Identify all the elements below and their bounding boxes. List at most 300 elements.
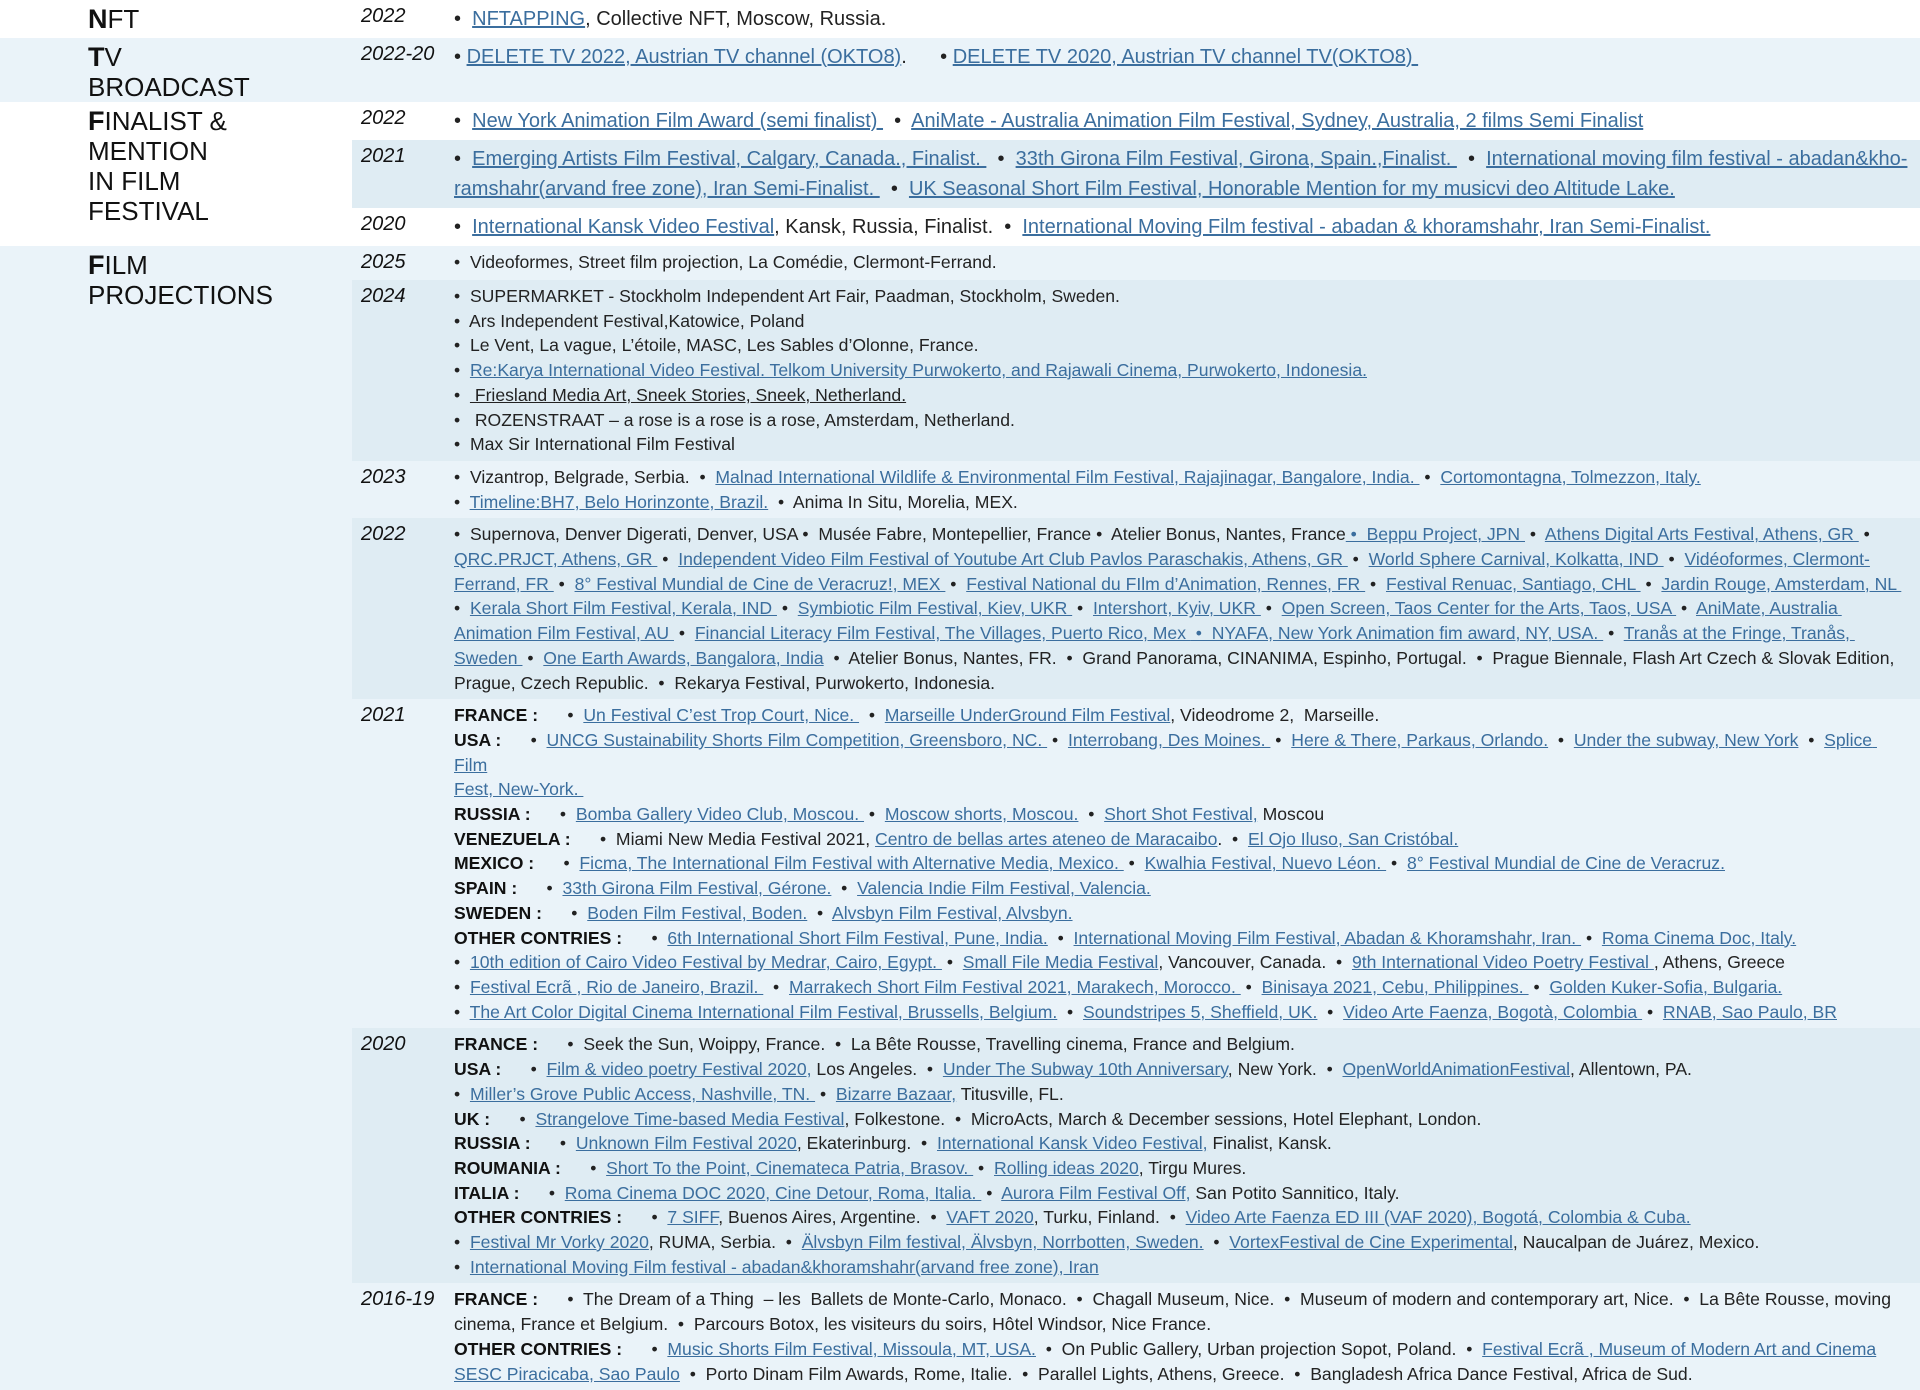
section-title-rest: FT bbox=[107, 4, 140, 34]
entry-text: • bbox=[831, 878, 858, 899]
entry-text: , Kansk, Russia, Finalist. bbox=[774, 216, 1005, 238]
entry-line bbox=[454, 1057, 1910, 1082]
section-rows bbox=[352, 38, 1920, 102]
bullet: • bbox=[454, 573, 1912, 619]
entry-list bbox=[454, 699, 1920, 1028]
section-title-initial: N bbox=[88, 4, 108, 34]
festival-link[interactable]: Binisaya 2021, Cebu, Philippines. bbox=[1261, 976, 1529, 997]
bullet: • bbox=[1456, 148, 1487, 170]
country-label: SPAIN : bbox=[454, 878, 518, 899]
entry-text: , Tirgu Mures. bbox=[1138, 1157, 1247, 1178]
festival-link[interactable]: Timeline:BH7, Belo Horinzonte, Brazil. bbox=[469, 491, 769, 512]
entry-text: • bbox=[1528, 976, 1550, 997]
festival-link[interactable]: International Moving Film Festival, Abadan & Khoramshahr, Iran. bbox=[1073, 927, 1582, 948]
entry-text: • bbox=[1581, 927, 1602, 948]
entry-text: • bbox=[1240, 976, 1262, 997]
festival-link[interactable]: Marseille UnderGround Film Festival bbox=[884, 705, 1171, 726]
year-label: 2016-19 bbox=[361, 1288, 435, 1311]
year-label: 2020 bbox=[361, 213, 406, 235]
entry-text: • bbox=[501, 1059, 547, 1080]
entry-text: • bbox=[1798, 729, 1825, 750]
festival-link[interactable]: Under The Subway 10th Anniversary bbox=[942, 1059, 1228, 1080]
entry-text: • bbox=[864, 804, 885, 825]
festival-link[interactable]: QRC.PRJCT, Athens, GR bbox=[454, 549, 658, 570]
festival-link[interactable]: Jardin Rouge, Amsterdam, NL bbox=[1661, 573, 1902, 594]
section-title-line: MENTION bbox=[88, 136, 208, 166]
entry-line bbox=[454, 106, 1910, 136]
entry-text: • bbox=[534, 853, 580, 874]
festival-link[interactable]: Roma Cinema DOC 2020, Cine Detour, Roma, Italia. bbox=[564, 1182, 982, 1203]
section-nft bbox=[0, 0, 1920, 38]
year-label: 2022-20 bbox=[361, 43, 435, 65]
festival-link[interactable]: Short Shot Festival, bbox=[1104, 804, 1258, 825]
entry-text: Videoformes, Street film projection, La Comédie, Clermont-Ferrand. bbox=[469, 252, 997, 272]
entry-line bbox=[454, 1205, 1910, 1230]
country-label: FRANCE : bbox=[454, 1034, 539, 1055]
entry-text: • bbox=[538, 705, 584, 726]
entry-text: Moscou bbox=[1257, 804, 1325, 825]
festival-link[interactable]: AniMate - Australia Animation Film Festival, Sydney, Australia, 2 films Semi Finalist bbox=[911, 110, 1644, 132]
section-title bbox=[0, 0, 264, 38]
entry-text: , Ekaterinburg. • bbox=[796, 1133, 937, 1154]
entry-text: , RUMA, Serbia. • bbox=[648, 1232, 802, 1253]
festival-link[interactable]: • NYAFA, New York Animation fim award, NY, USA. bbox=[1190, 623, 1604, 644]
festival-link[interactable]: RNAB, Sao Paulo, BR bbox=[1662, 1001, 1837, 1022]
festival-link[interactable]: International Kansk Video Festival, bbox=[936, 1133, 1208, 1154]
festival-link[interactable]: Film & video poetry Festival 2020, bbox=[546, 1059, 812, 1080]
entry-text: • bbox=[941, 952, 963, 973]
bullet: • bbox=[1663, 549, 1685, 570]
entry-line bbox=[454, 827, 1910, 852]
year-label: 2020 bbox=[361, 1033, 406, 1056]
festival-link[interactable]: One Earth Awards, Bangalora, India bbox=[543, 647, 824, 668]
festival-link[interactable]: Athens Digital Arts Festival, Athens, GR bbox=[1544, 524, 1859, 545]
entry-line bbox=[454, 284, 1910, 309]
festival-link[interactable]: Soundstripes 5, Sheffield, UK. bbox=[1083, 1001, 1318, 1022]
entry-list bbox=[454, 246, 1920, 280]
entry-text: • bbox=[560, 1157, 607, 1178]
entry-line bbox=[454, 802, 1910, 827]
entry-text: , Collective NFT, Moscow, Russia. bbox=[585, 8, 887, 30]
entry-text: , Videodrome 2, Marseille. bbox=[1170, 705, 1380, 726]
festival-link[interactable]: Video Arte Faenza ED III (VAF 2020), Bogotá, Colombia & Cuba. bbox=[1185, 1207, 1691, 1228]
entry-text: • bbox=[622, 927, 668, 948]
section-title-initial: T bbox=[88, 42, 105, 72]
festival-link[interactable]: Short To the Point, Cinemateca Patria, Brasov. bbox=[606, 1157, 974, 1178]
entry-text: . bbox=[901, 46, 941, 68]
entry-text: Ars Independent Festival,Katowice, Poland bbox=[468, 310, 805, 331]
festival-link[interactable]: Independent Video Film Festival of Youtube Art Club Pavlos Paraschakis, Athens, GR bbox=[678, 549, 1348, 570]
entry-text: • bbox=[454, 952, 470, 973]
bullet: • bbox=[454, 310, 469, 331]
festival-link[interactable]: Bomba Gallery Video Club, Moscou. bbox=[575, 804, 865, 825]
bullet: • bbox=[454, 524, 470, 545]
entry-line bbox=[454, 950, 1910, 975]
festival-link[interactable]: International Kansk Video Festival bbox=[472, 216, 775, 238]
bullet: • bbox=[699, 466, 716, 487]
entry-text: • bbox=[973, 1157, 994, 1178]
entry-text: , Buenos Aires, Argentine. • bbox=[718, 1207, 947, 1228]
festival-link[interactable]: DELETE TV 2022, Austrian TV channel (OKTO8) bbox=[466, 46, 902, 68]
year-label: 2023 bbox=[361, 465, 406, 488]
bullet: • bbox=[1640, 573, 1662, 594]
festival-link[interactable]: Centro de bellas artes ateneo de Maracaibo bbox=[875, 828, 1218, 849]
section-rows bbox=[352, 246, 1920, 1390]
entry-text: • bbox=[519, 1182, 565, 1203]
entry-line bbox=[454, 358, 1910, 383]
country-label: RUSSIA : bbox=[454, 804, 531, 825]
festival-link[interactable]: Marrakech Short Film Festival 2021, Marakech, Morocco. bbox=[789, 976, 1241, 997]
festival-link[interactable]: Music Shorts Film Festival, Missoula, MT, USA. bbox=[667, 1338, 1036, 1359]
year-row bbox=[352, 518, 1920, 699]
country-label: OTHER CONTRIES : bbox=[454, 927, 623, 948]
section-title-rest: ILM PROJECTIONS bbox=[88, 250, 273, 310]
entry-line bbox=[454, 174, 1910, 204]
entry-text: Los Angeles. • bbox=[811, 1059, 943, 1080]
festival-link[interactable]: World Sphere Carnival, Kolkatta, IND bbox=[1368, 549, 1664, 570]
bullet: • bbox=[454, 434, 470, 455]
entry-line bbox=[454, 212, 1910, 242]
entry-text: • bbox=[1386, 853, 1407, 874]
festival-link[interactable]: Interrobang, Des Moines. bbox=[1067, 729, 1271, 750]
entry-text: • bbox=[622, 1207, 668, 1228]
entry-text: • bbox=[763, 976, 789, 997]
year-label: 2021 bbox=[361, 145, 406, 167]
festival-link[interactable]: NFTAPPING bbox=[472, 8, 586, 30]
bullet: • bbox=[1260, 598, 1282, 619]
year-row bbox=[352, 699, 1920, 1028]
entry-text: • bbox=[541, 902, 588, 923]
festival-link[interactable]: Älvsbyn Film festival, Älvsbyn, Norrbotten, Sweden. bbox=[801, 1232, 1204, 1253]
entry-line bbox=[454, 1287, 1910, 1336]
year-row bbox=[352, 1283, 1920, 1390]
festival-link[interactable]: Emerging Artists Film Festival, Calgary, Canada., Finalist. bbox=[472, 148, 987, 170]
entry-text: • bbox=[622, 1338, 668, 1359]
bullet: • bbox=[776, 598, 798, 619]
entry-text: • bbox=[454, 1001, 470, 1022]
festival-link[interactable]: Cortomontagna, Tolmezzon, Italy. bbox=[1440, 466, 1701, 487]
bullet: • bbox=[883, 110, 912, 132]
bullet: • bbox=[673, 623, 695, 644]
entry-text: • bbox=[1642, 1001, 1663, 1022]
bullet: • bbox=[454, 46, 467, 68]
bullet: • bbox=[1525, 524, 1545, 545]
entry-line bbox=[454, 1131, 1910, 1156]
entry-line bbox=[454, 851, 1910, 876]
entry-line bbox=[454, 1337, 1910, 1362]
entry-text: , Athens, Greece bbox=[1653, 952, 1785, 973]
bullet: • bbox=[454, 335, 470, 356]
entry-text: , Naucalpan de Juárez, Mexico. bbox=[1512, 1232, 1760, 1253]
festival-link[interactable]: Under the subway, New York bbox=[1573, 729, 1799, 750]
entry-list bbox=[454, 518, 1920, 699]
section-title-initial: F bbox=[88, 250, 105, 280]
festival-link[interactable]: Aurora Film Festival Off, bbox=[1001, 1182, 1191, 1203]
year-label: 2022 bbox=[361, 523, 406, 546]
festival-link[interactable]: New York Animation Film Award (semi finalist) bbox=[472, 110, 884, 132]
entry-text: • Seek the Sun, Woippy, France. • La Bête Rousse, Travelling cinema, France and Belgium. bbox=[538, 1034, 1295, 1055]
country-label: VENEZUELA : bbox=[454, 828, 571, 849]
section-rows bbox=[352, 102, 1920, 246]
year-row bbox=[352, 140, 1920, 208]
year-label: 2022 bbox=[361, 5, 406, 27]
bullet: • bbox=[1004, 216, 1023, 238]
bullet: • bbox=[1603, 623, 1624, 644]
festival-link[interactable]: 9th International Video Poetry Festival bbox=[1351, 952, 1654, 973]
entry-text: • bbox=[490, 1108, 536, 1129]
entry-line bbox=[454, 926, 1910, 951]
year-row bbox=[352, 1028, 1920, 1283]
entry-line bbox=[454, 1362, 1910, 1387]
entry-text: • bbox=[815, 1083, 836, 1104]
entry-list bbox=[454, 102, 1920, 140]
country-label: MEXICO : bbox=[454, 853, 535, 874]
festival-link[interactable]: Vidéoformes, Clermont-Ferrand, FR bbox=[454, 549, 1870, 594]
entry-line bbox=[454, 333, 1910, 358]
country-label: FRANCE : bbox=[454, 1289, 539, 1310]
festival-link[interactable]: VortexFestival de Cine Experimental bbox=[1229, 1232, 1513, 1253]
year-row bbox=[352, 38, 1920, 76]
entry-list bbox=[454, 38, 1920, 76]
festival-link[interactable]: Intershort, Kyiv, UKR bbox=[1093, 598, 1261, 619]
year-row bbox=[352, 461, 1920, 518]
entry-text: • bbox=[530, 804, 576, 825]
festival-link[interactable]: Valencia Indie Film Festival, Valencia. bbox=[857, 878, 1151, 899]
entry-line bbox=[454, 383, 1910, 408]
section-title-line: IN FILM FESTIVAL bbox=[88, 166, 209, 226]
festival-link[interactable]: Rolling ideas 2020 bbox=[994, 1157, 1139, 1178]
festival-link[interactable]: Open Screen, Taos Center for the Arts, Taos, USA bbox=[1281, 598, 1677, 619]
festival-link[interactable]: Video Arte Faenza, Bogotà, Colombia bbox=[1343, 1001, 1643, 1022]
bullet: • bbox=[1072, 598, 1093, 619]
entry-line bbox=[454, 1255, 1910, 1280]
bullet: • bbox=[454, 491, 470, 512]
entry-line bbox=[454, 1156, 1910, 1181]
festival-link[interactable]: Ficma, The International Film Festival with Alternative Media, Mexico. bbox=[579, 853, 1124, 874]
entry-text: , Vancouver, Canada. • bbox=[1158, 952, 1352, 973]
festival-link[interactable]: Un Festival C’est Trop Court, Nice. bbox=[583, 705, 860, 726]
entry-text: • bbox=[1123, 853, 1145, 874]
entry-text: • bbox=[1203, 1232, 1230, 1253]
year-row bbox=[352, 0, 1920, 38]
entry-text: San Potito Sannitico, Italy. bbox=[1190, 1182, 1400, 1203]
entry-line bbox=[454, 1032, 1910, 1057]
entry-text: Finalist, Kansk. bbox=[1207, 1133, 1332, 1154]
entry-text: Max Sir International Film Festival bbox=[469, 434, 735, 455]
entry-text: , Allentown, PA. bbox=[1570, 1059, 1692, 1080]
entry-line bbox=[454, 1000, 1910, 1025]
festival-link[interactable]: Festival National du FIlm d’Animation, Rennes, FR bbox=[966, 573, 1366, 594]
entry-text: • bbox=[454, 1232, 470, 1253]
country-label: ROUMANIA : bbox=[454, 1157, 561, 1178]
entry-line bbox=[454, 522, 1910, 695]
festival-link[interactable]: Strangelove Time-based Media Festival bbox=[535, 1108, 845, 1129]
entry-line bbox=[454, 975, 1910, 1000]
festival-link[interactable]: 33th Girona Film Festival, Gérone. bbox=[562, 878, 832, 899]
bullet: • bbox=[1858, 524, 1880, 545]
bullet: • bbox=[454, 409, 470, 430]
bullet: • bbox=[454, 252, 470, 272]
entry-text: • bbox=[981, 1182, 1002, 1203]
entry-list bbox=[454, 1028, 1920, 1283]
entry-list bbox=[454, 280, 1920, 461]
section-rows bbox=[352, 0, 1920, 38]
festival-link[interactable]: Fest, New-York. bbox=[454, 779, 584, 800]
festival-link[interactable]: Splice Film bbox=[454, 729, 1877, 775]
festival-link[interactable]: Moscow shorts, Moscou. bbox=[884, 804, 1079, 825]
festival-link[interactable]: Boden Film Festival, Boden. bbox=[587, 902, 808, 923]
country-label: OTHER CONTRIES : bbox=[454, 1207, 623, 1228]
bullet: • bbox=[986, 148, 1016, 170]
entry-text: • bbox=[454, 1083, 470, 1104]
entry-list bbox=[454, 0, 1920, 38]
festival-link[interactable]: Kwalhia Festival, Nuevo Léon. bbox=[1144, 853, 1387, 874]
festival-link[interactable]: DELETE TV 2020, Austrian TV channel TV(OKTO8) bbox=[952, 46, 1419, 68]
entry-text: • bbox=[530, 1133, 576, 1154]
section-title-line: & bbox=[209, 106, 227, 136]
bullet: • bbox=[1419, 466, 1441, 487]
festival-link[interactable]: Re:Karya International Video Festival. Telkom University Purwokerto, and Rajawali Cinema, Purwokerto, Indonesia. bbox=[469, 360, 1367, 381]
entry-text: • Atelier Bonus, Nantes, FR. • Grand Panorama, CINANIMA, Espinho, Portugal. • Prague Biennale, Flash Art Czech & Slovak Edition, Prague, Czech Republic. • Rekarya Festival, Purwokerto, Indonesia. bbox=[454, 647, 1900, 693]
festival-link[interactable]: • Beppu Project, JPN bbox=[1345, 524, 1525, 545]
entry-text: • bbox=[1047, 927, 1074, 948]
festival-link[interactable]: Miller’s Grove Public Access, Nashville, TN. bbox=[469, 1083, 816, 1104]
festival-link[interactable]: Small File Media Festival bbox=[962, 952, 1159, 973]
festival-link[interactable]: Kerala Short Film Festival, Kerala, IND bbox=[469, 598, 777, 619]
festival-link[interactable]: OpenWorldAnimationFestival bbox=[1342, 1059, 1571, 1080]
bullet: • bbox=[1676, 598, 1696, 619]
entry-text: . • bbox=[1217, 828, 1248, 849]
festival-link[interactable]: AniMate, Australia Animation Film Festival, AU bbox=[454, 598, 1842, 644]
festival-link[interactable]: 8° Festival Mundial de Cine de Veracruz!, MEX bbox=[574, 573, 946, 594]
bullet: • bbox=[454, 384, 470, 405]
entry-text: • bbox=[1270, 729, 1292, 750]
festival-link[interactable]: SESC Piracicaba, Sao Paulo bbox=[454, 1363, 680, 1384]
festival-link[interactable]: 7 SIFF bbox=[667, 1207, 719, 1228]
entry-list bbox=[454, 1283, 1920, 1390]
year-row bbox=[352, 280, 1920, 461]
entry-text: SUPERMARKET - Stockholm Independent Art Fair, Paadman, Stockholm, Sweden. bbox=[469, 286, 1120, 306]
entry-line bbox=[454, 4, 1910, 34]
entry-text: • bbox=[807, 902, 833, 923]
festival-link[interactable]: Festival Mr Vorky 2020 bbox=[469, 1232, 649, 1253]
section-title-rest: V BROADCAST bbox=[88, 42, 250, 102]
bullet: • bbox=[454, 148, 473, 170]
bullet: • bbox=[1365, 573, 1386, 594]
entry-text: • bbox=[1057, 1001, 1083, 1022]
country-label: USA : bbox=[454, 1059, 502, 1080]
entry-text: • Porto Dinam Film Awards, Rome, Italie. • Parallel Lights, Athens, Greece. • Bangladesh Africa Dance Festival, Africa de Sud. bbox=[679, 1363, 1693, 1384]
entry-text: Supernova, Denver Digerati, Denver, USA • Musée Fabre, Montepellier, France • Atelier Bonus, Nantes, France bbox=[469, 524, 1346, 545]
festival-link[interactable]: 8° Festival Mundial de Cine de Veracruz. bbox=[1406, 853, 1725, 874]
entry-line bbox=[454, 728, 1910, 777]
festival-link[interactable]: Financial Literacy Film Festival, The Villages, Puerto Rico, Mex bbox=[694, 623, 1191, 644]
entry-list bbox=[454, 461, 1920, 518]
entry-text: • bbox=[517, 878, 563, 899]
section-title bbox=[0, 38, 264, 102]
section-film-projections bbox=[0, 246, 1920, 1390]
section-title bbox=[0, 102, 264, 246]
entry-line bbox=[454, 901, 1910, 926]
entry-line bbox=[454, 777, 1910, 802]
entry-text: Vizantrop, Belgrade, Serbia. bbox=[469, 466, 700, 487]
entry-text: • bbox=[454, 976, 470, 997]
festival-link[interactable]: Bizarre Bazaar, bbox=[835, 1083, 957, 1104]
country-label: USA : bbox=[454, 729, 502, 750]
bullet: • bbox=[454, 360, 470, 381]
entry-text: • Anima In Situ, Morelia, MEX. bbox=[768, 491, 1018, 512]
section-finalist bbox=[0, 102, 1920, 246]
bullet: • bbox=[1347, 549, 1369, 570]
country-label: RUSSIA : bbox=[454, 1133, 531, 1154]
festival-link[interactable]: Symbiotic Film Festival, Kiev, UKR bbox=[797, 598, 1073, 619]
country-label: SWEDEN : bbox=[454, 902, 542, 923]
festival-link[interactable]: International moving film festival - abadan&kho- bbox=[1486, 148, 1908, 170]
entry-line bbox=[454, 42, 1910, 72]
year-label: 2021 bbox=[361, 704, 406, 727]
section-title bbox=[0, 246, 273, 1390]
section-title-rest: INALIST bbox=[104, 106, 203, 136]
festival-link[interactable]: International Moving Film festival - abadan&khoramshahr(arvand free zone), Iran bbox=[469, 1256, 1099, 1277]
entry-line bbox=[454, 144, 1910, 174]
festival-link[interactable]: Malnad International Wildlife & Environmental Film Festival, Rajajinagar, Bangalore, India. bbox=[715, 466, 1420, 487]
entry-line bbox=[454, 703, 1910, 728]
festival-link[interactable]: VAFT 2020 bbox=[946, 1207, 1034, 1228]
entry-text: • The Dream of a Thing – les Ballets de Monte-Carlo, Monaco. • Chagall Museum, Nice. • Museum of modern and contemporary art, Nice. • La Bête Rousse, moving cinema, France et Belgium. • Parcours Botox, les visiteurs du soirs, Hôtel Windsor, Nice France. bbox=[454, 1289, 1896, 1335]
bullet: • bbox=[553, 573, 575, 594]
festival-link[interactable]: Unknown Film Festival 2020 bbox=[575, 1133, 797, 1154]
underlined-text: Friesland Media Art, Sneek Stories, Sneek, Netherland. bbox=[469, 384, 907, 405]
festival-link[interactable]: UNCG Sustainability Shorts Film Competition, Greensboro, NC. bbox=[546, 729, 1048, 750]
entry-text: • bbox=[1047, 729, 1068, 750]
bullet: • bbox=[454, 286, 470, 306]
festival-link[interactable]: ramshahr(arvand free zone), Iran Semi-Finalist. bbox=[454, 178, 880, 200]
festival-link[interactable]: 6th International Short Film Festival, Pune, India. bbox=[667, 927, 1048, 948]
entry-text: • bbox=[454, 1256, 470, 1277]
entry-line bbox=[454, 309, 1910, 334]
festival-link[interactable]: Alvsbyn Film Festival, Alvsbyn. bbox=[832, 902, 1073, 923]
festival-link[interactable]: UK Seasonal Short Film Festival, Honorable Mention for my musicvi deo Altitude Lake. bbox=[908, 178, 1675, 200]
festival-link[interactable]: El Ojo Iluso, San Cristóbal. bbox=[1247, 828, 1459, 849]
entry-line bbox=[454, 1181, 1910, 1206]
festival-link[interactable]: Festival Ecrã , Museum of Modern Art and Cinema bbox=[1482, 1338, 1877, 1359]
entry-text: • Miami New Media Festival 2021, bbox=[570, 828, 876, 849]
entry-text: • bbox=[1548, 729, 1574, 750]
bullet: • bbox=[454, 110, 473, 132]
year-label: 2024 bbox=[361, 285, 406, 307]
entry-line bbox=[454, 250, 1910, 275]
festival-link[interactable]: Here & There, Parkaus, Orlando. bbox=[1291, 729, 1549, 750]
bullet: • bbox=[657, 549, 679, 570]
festival-link[interactable]: 10th edition of Cairo Video Festival by Medrar, Cairo, Egypt. bbox=[469, 952, 942, 973]
year-label: 2025 bbox=[361, 251, 406, 273]
festival-link[interactable]: Roma Cinema Doc, Italy. bbox=[1601, 927, 1797, 948]
entry-text: • On Public Gallery, Urban projection Sopot, Poland. • bbox=[1035, 1338, 1483, 1359]
festival-link[interactable]: Golden Kuker-Sofia, Bulgaria. bbox=[1549, 976, 1783, 997]
country-label: ITALIA : bbox=[454, 1182, 520, 1203]
entry-line bbox=[454, 876, 1910, 901]
festival-link[interactable]: Tranås at the Fringe, Tranås, Sweden bbox=[454, 623, 1855, 668]
bullet: • bbox=[454, 466, 470, 487]
entry-text: , New York. • bbox=[1227, 1059, 1343, 1080]
festival-link[interactable]: International Moving Film festival - abadan & khoramshahr, Iran Semi-Finalist. bbox=[1022, 216, 1711, 238]
festival-link[interactable]: 33th Girona Film Festival, Girona, Spain.,Finalist. bbox=[1015, 148, 1457, 170]
festival-link[interactable]: Festival Renuac, Santiago, CHL bbox=[1385, 573, 1641, 594]
entry-line bbox=[454, 1230, 1910, 1255]
festival-link[interactable]: Festival Ecrã , Rio de Janeiro, Brazil. bbox=[469, 976, 764, 997]
entry-text: ROZENSTRAAT – a rose is a rose is a rose, Amsterdam, Netherland. bbox=[469, 409, 1015, 430]
festival-link[interactable]: The Art Color Digital Cinema International Film Festival, Brussells, Belgium. bbox=[469, 1001, 1058, 1022]
